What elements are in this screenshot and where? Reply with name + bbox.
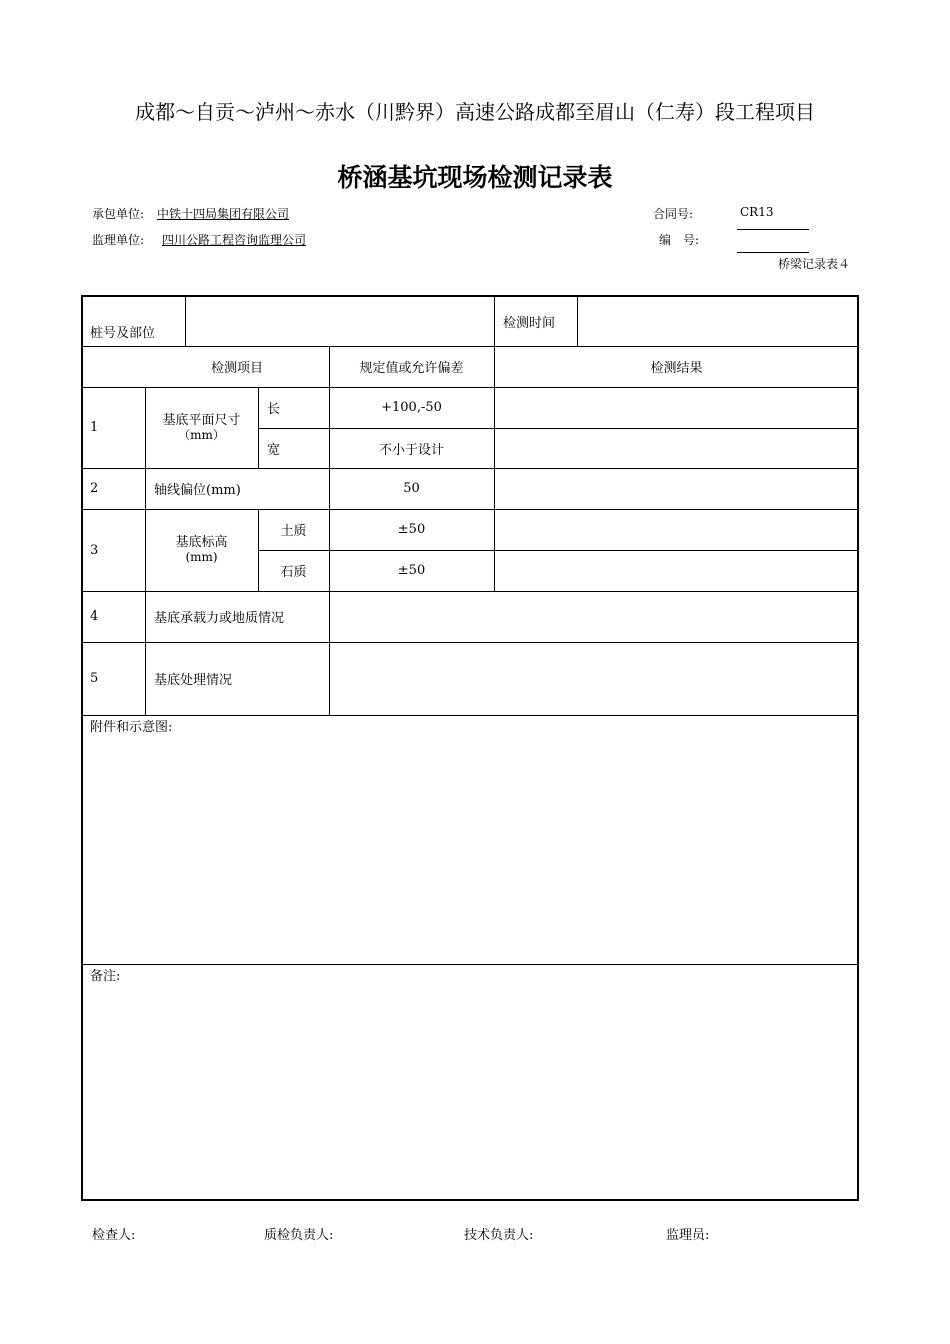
row-1-length-result[interactable] — [494, 387, 859, 428]
row-4-no: 4 — [90, 609, 99, 624]
row-2-item: 轴线偏位(mm) — [154, 483, 241, 498]
serial-no-label: 编 号: — [659, 233, 700, 247]
tech-label: 技术负责人: — [464, 1228, 534, 1243]
row-3-item — [145, 509, 258, 591]
row-3-rock-spec: ±50 — [397, 563, 426, 578]
row-3-item-unit: (mm) — [185, 550, 218, 564]
inspection-table — [81, 295, 859, 1201]
attachment-label: 附件和示意图: — [90, 720, 173, 735]
form-title: 桥涵基坑现场检测记录表 — [337, 163, 613, 192]
supervisor-value: 四川公路工程咨询监理公司 — [162, 233, 307, 247]
col-spec-header: 规定值或允许偏差 — [359, 361, 464, 376]
row-3-no: 3 — [90, 542, 99, 558]
remarks-area[interactable] — [81, 985, 859, 1199]
station-input[interactable] — [185, 295, 494, 346]
supervisor-signoff-label: 监理员: — [666, 1228, 710, 1243]
qc-label: 质检负责人: — [264, 1228, 334, 1243]
row-1-item — [145, 387, 258, 468]
station-label: 桩号及部位 — [90, 325, 156, 341]
row-4-item: 基底承载力或地质情况 — [154, 611, 285, 626]
row-1-no: 1 — [90, 420, 99, 435]
row-2-result[interactable] — [494, 468, 859, 509]
contractor-value: 中铁十四局集团有限公司 — [157, 207, 290, 221]
row-3-sub-soil: 土质 — [280, 524, 307, 539]
attachment-area[interactable] — [81, 735, 859, 963]
row-1-item-name: 基底平面尺寸 — [162, 412, 241, 428]
row-5-no: 5 — [90, 671, 99, 686]
row-1-sub-length: 长 — [267, 402, 281, 417]
inspector-label: 检查人: — [92, 1228, 136, 1243]
col-result-header: 检测结果 — [650, 361, 703, 376]
contractor-label: 承包单位: — [92, 207, 145, 221]
time-input[interactable] — [577, 295, 859, 346]
row-1-width-result[interactable] — [494, 428, 859, 468]
row-5-item: 基底处理情况 — [154, 673, 233, 688]
contract-no-label: 合同号: — [653, 207, 694, 221]
row-3-rock-result[interactable] — [494, 550, 859, 591]
row-2-no: 2 — [90, 481, 99, 496]
col-item-header: 检测项目 — [210, 361, 263, 376]
row-1-width-spec: 不小于设计 — [378, 442, 444, 458]
row-1-sub-width: 宽 — [267, 442, 281, 458]
record-code: 桥梁记录表４ — [778, 257, 851, 271]
remarks-label: 备注: — [90, 969, 121, 984]
contract-no-value: CR13 — [740, 205, 774, 219]
row-3-sub-rock: 石质 — [280, 565, 307, 580]
row-1-item-unit: （mm） — [178, 427, 225, 442]
row-3-item-name: 基底标高 — [175, 535, 228, 550]
serial-no-underline — [737, 252, 809, 253]
row-3-soil-spec: ±50 — [397, 522, 426, 537]
row-5-result[interactable] — [329, 642, 859, 715]
row-2-spec: 50 — [403, 481, 420, 496]
time-label: 检测时间 — [503, 315, 556, 331]
row-4-result[interactable] — [329, 591, 859, 642]
contract-no-underline — [737, 229, 809, 230]
row-1-length-spec: +100,-50 — [381, 400, 442, 415]
project-title: 成都～自贡～泸州～赤水（川黔界）高速公路成都至眉山（仁寿）段工程项目 — [135, 100, 815, 124]
row-3-soil-result[interactable] — [494, 509, 859, 550]
supervisor-label: 监理单位: — [92, 233, 145, 247]
